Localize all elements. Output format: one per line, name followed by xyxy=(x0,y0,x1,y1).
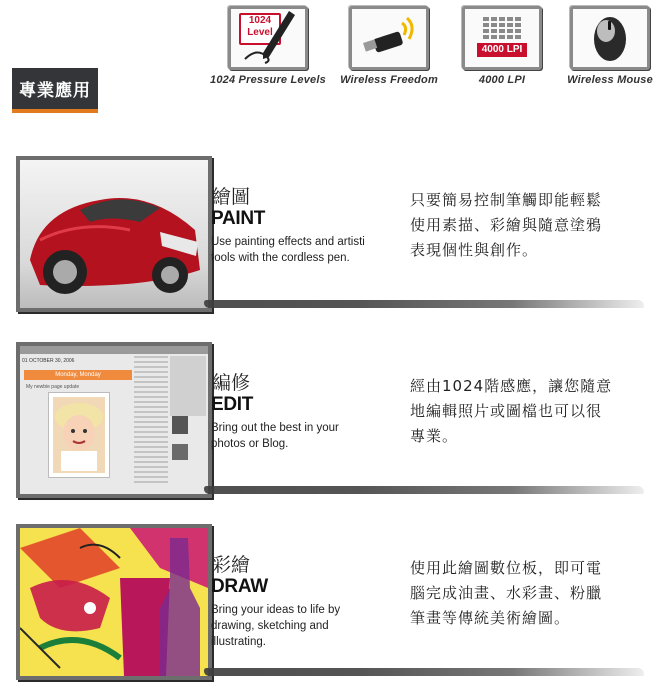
feature-caption: Wireless Freedom xyxy=(340,74,438,86)
pressure-badge-number: 1024 xyxy=(248,15,272,26)
feature-mouse xyxy=(560,6,660,86)
feature-pressure-levels xyxy=(206,6,330,86)
colorful-drawing-image xyxy=(16,524,212,680)
pressure-badge-unit: Level xyxy=(247,27,273,38)
car-illustration xyxy=(20,160,208,308)
wireless-receiver-icon xyxy=(349,6,429,70)
lpi-badge: 4000 LPI xyxy=(477,43,527,57)
draw-title-zh: 彩繪 xyxy=(212,554,251,576)
pen-tablet-pressure-icon xyxy=(228,6,308,70)
paint-row xyxy=(0,152,660,312)
baby-illustration xyxy=(49,393,109,477)
paint-description-en: Use painting effects and artisti tools with the cordless pen. xyxy=(211,236,365,264)
blog-date: 01 OCTOBER 30, 2006 xyxy=(22,358,75,364)
feature-wireless xyxy=(336,6,442,86)
feature-lpi xyxy=(456,6,548,86)
usb-receiver-icon xyxy=(352,9,426,67)
feature-caption: 1024 Pressure Levels xyxy=(210,74,326,86)
brush-divider xyxy=(204,300,644,308)
feature-caption: Wireless Mouse xyxy=(567,74,653,86)
blog-thumbnail xyxy=(172,416,188,434)
red-sports-car-image xyxy=(16,156,212,312)
pen-icon xyxy=(231,9,305,67)
section-title: 專業應用 xyxy=(12,68,98,113)
blog-thumbnail xyxy=(172,444,188,460)
draw-title-en: DRAW xyxy=(211,576,268,597)
blog-caption: My newbie page update xyxy=(26,384,80,390)
blog-banner: Monday, Monday xyxy=(24,370,132,380)
edit-title-zh: 編修 xyxy=(212,372,251,394)
edit-title-en: EDIT xyxy=(211,394,254,415)
dot-grid-icon xyxy=(465,9,539,67)
photo-blog-screenshot-image xyxy=(16,342,212,498)
draw-description-en: Bring your ideas to life by drawing, sketching and illustrating. xyxy=(211,604,341,648)
brush-divider xyxy=(204,486,644,494)
blog-link-list xyxy=(134,356,168,486)
paint-description-zh: 只要簡易控制筆觸即能輕鬆 使用素描、彩繪與隨意塗鴉 表現個性與創作。 xyxy=(410,191,603,259)
edit-description-en: Bring out the best in your photos or Blog. xyxy=(211,422,339,450)
paint-title-zh: 繪圖 xyxy=(212,186,251,208)
wireless-mouse-icon xyxy=(573,9,647,67)
paint-title-en: PAINT xyxy=(211,208,266,229)
blog-top-bar xyxy=(20,346,208,354)
lpi-grid-icon xyxy=(462,6,542,70)
draw-row xyxy=(0,520,660,680)
blog-sidebar xyxy=(170,356,206,416)
mouse-icon xyxy=(570,6,650,70)
abstract-wine-illustration xyxy=(20,528,208,676)
feature-caption: 4000 LPI xyxy=(478,74,526,86)
edit-description-zh: 經由1024階感應，讓您隨意 地編輯照片或圖檔也可以很 專業。 xyxy=(410,377,613,445)
edit-row xyxy=(0,338,660,498)
baby-photo xyxy=(48,392,110,478)
brush-divider xyxy=(204,668,644,676)
draw-description-zh: 使用此繪圖數位板，即可電 腦完成油畫、水彩畫、粉臘 筆畫等傳統美術繪圖。 xyxy=(410,559,603,627)
